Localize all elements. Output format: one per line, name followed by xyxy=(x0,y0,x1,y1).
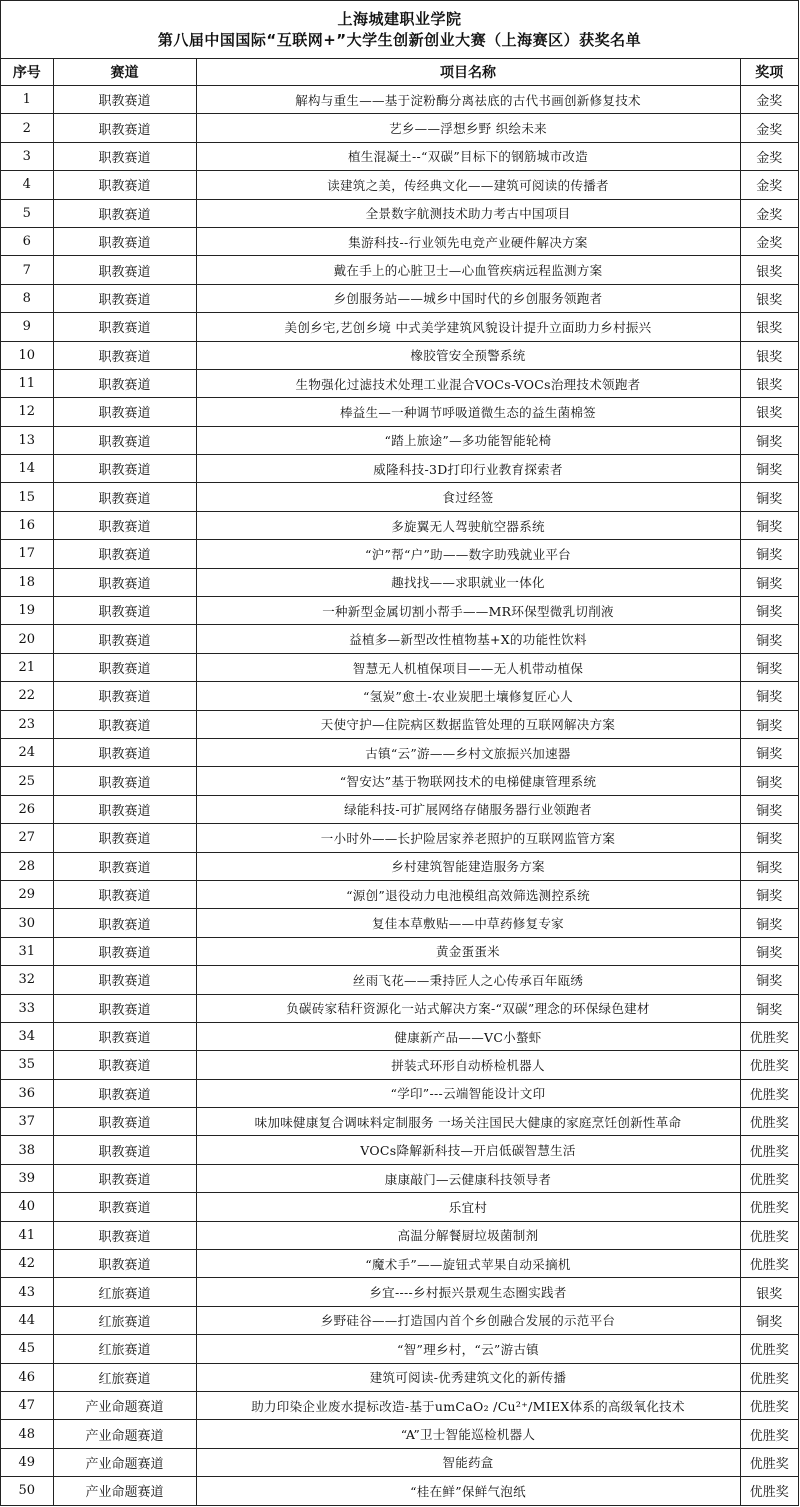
cell-track: 职教赛道 xyxy=(53,256,196,284)
table-row xyxy=(1,767,798,795)
cell-track: 职教赛道 xyxy=(53,852,196,880)
cell-project-name: 乡宜----乡村振兴景观生态圈实践者 xyxy=(196,1278,740,1306)
cell-project-name: 建筑可阅读-优秀建筑文化的新传播 xyxy=(196,1363,740,1391)
cell-track: 职教赛道 xyxy=(53,1051,196,1079)
cell-award: 铜奖 xyxy=(740,597,798,625)
cell-project-name: 味加味健康复合调味料定制服务 一场关注国民大健康的家庭烹饪创新性革命 xyxy=(196,1108,740,1136)
cell-track: 职教赛道 xyxy=(53,540,196,568)
table-row xyxy=(1,1193,798,1221)
cell-award: 银奖 xyxy=(740,284,798,312)
cell-project-name: 乡创服务站——城乡中国时代的乡创服务领跑者 xyxy=(196,284,740,312)
table-row xyxy=(1,142,798,170)
table-row xyxy=(1,1448,798,1476)
cell-award: 铜奖 xyxy=(740,682,798,710)
cell-award: 铜奖 xyxy=(740,653,798,681)
cell-number: 46 xyxy=(1,1363,53,1391)
table-row xyxy=(1,341,798,369)
cell-number: 18 xyxy=(1,568,53,596)
cell-award: 铜奖 xyxy=(740,511,798,539)
cell-award: 铜奖 xyxy=(740,625,798,653)
cell-track: 职教赛道 xyxy=(53,1221,196,1249)
cell-number: 12 xyxy=(1,398,53,426)
table-row xyxy=(1,1391,798,1419)
table-row xyxy=(1,966,798,994)
table-row xyxy=(1,483,798,511)
cell-project-name: 美创乡宅,艺创乡境 中式美学建筑风貌设计提升立面助力乡村振兴 xyxy=(196,313,740,341)
cell-number: 19 xyxy=(1,597,53,625)
cell-number: 16 xyxy=(1,511,53,539)
cell-number: 22 xyxy=(1,682,53,710)
cell-project-name: 黄金蛋蛋米 xyxy=(196,937,740,965)
cell-track: 职教赛道 xyxy=(53,483,196,511)
cell-number: 48 xyxy=(1,1420,53,1448)
table-row xyxy=(1,1108,798,1136)
table-body xyxy=(1,86,798,1505)
cell-project-name: 一小时外——长护险居家养老照护的互联网监管方案 xyxy=(196,824,740,852)
table-row xyxy=(1,199,798,227)
column-header-project-name: 项目名称 xyxy=(196,59,740,86)
table-row xyxy=(1,909,798,937)
table-row xyxy=(1,824,798,852)
cell-project-name: 乐宜村 xyxy=(196,1193,740,1221)
table-row xyxy=(1,1250,798,1278)
table-row xyxy=(1,710,798,738)
table-row xyxy=(1,284,798,312)
table-row xyxy=(1,653,798,681)
cell-number: 33 xyxy=(1,994,53,1022)
cell-track: 职教赛道 xyxy=(53,597,196,625)
cell-track: 职教赛道 xyxy=(53,227,196,255)
cell-award: 优胜奖 xyxy=(740,1136,798,1164)
cell-project-name: “智安达”基于物联网技术的电梯健康管理系统 xyxy=(196,767,740,795)
table-row xyxy=(1,369,798,397)
cell-track: 职教赛道 xyxy=(53,738,196,766)
cell-project-name: 集游科技--行业领先电竞产业硬件解决方案 xyxy=(196,227,740,255)
cell-project-name: 益植多—新型改性植物基+X的功能性饮料 xyxy=(196,625,740,653)
cell-award: 优胜奖 xyxy=(740,1363,798,1391)
cell-project-name: 威隆科技-3D打印行业教育探索者 xyxy=(196,455,740,483)
cell-track: 职教赛道 xyxy=(53,114,196,142)
cell-project-name: “智”理乡村，“云”游古镇 xyxy=(196,1335,740,1363)
cell-track: 红旅赛道 xyxy=(53,1306,196,1334)
cell-award: 金奖 xyxy=(740,171,798,199)
cell-number: 21 xyxy=(1,653,53,681)
cell-track: 职教赛道 xyxy=(53,625,196,653)
table-row xyxy=(1,625,798,653)
table-row xyxy=(1,880,798,908)
cell-award: 优胜奖 xyxy=(740,1448,798,1476)
table-row xyxy=(1,795,798,823)
cell-number: 37 xyxy=(1,1108,53,1136)
title-block xyxy=(1,1,798,59)
cell-number: 3 xyxy=(1,142,53,170)
table-row xyxy=(1,1477,798,1505)
table-row xyxy=(1,426,798,454)
cell-award: 银奖 xyxy=(740,1278,798,1306)
cell-award: 铜奖 xyxy=(740,909,798,937)
cell-project-name: 丝雨飞花——秉持匠人之心传承百年瓯绣 xyxy=(196,966,740,994)
cell-track: 职教赛道 xyxy=(53,1193,196,1221)
cell-project-name: “魔术手”——旋钮式苹果自动采摘机 xyxy=(196,1250,740,1278)
cell-track: 职教赛道 xyxy=(53,880,196,908)
cell-award: 金奖 xyxy=(740,227,798,255)
cell-project-name: 健康新产品——VC小螯虾 xyxy=(196,1022,740,1050)
cell-award: 铜奖 xyxy=(740,738,798,766)
cell-project-name: 助力印染企业废水提标改造-基于umCaO₂ /Cu²⁺/MIEX体系的高级氧化技术 xyxy=(196,1391,740,1419)
table-row xyxy=(1,540,798,568)
cell-award: 铜奖 xyxy=(740,795,798,823)
cell-award: 铜奖 xyxy=(740,426,798,454)
cell-number: 24 xyxy=(1,738,53,766)
cell-number: 7 xyxy=(1,256,53,284)
cell-award: 银奖 xyxy=(740,256,798,284)
cell-track: 产业命题赛道 xyxy=(53,1391,196,1419)
cell-project-name: 趣找找——求职就业一体化 xyxy=(196,568,740,596)
cell-project-name: 天使守护—住院病区数据监管处理的互联网解决方案 xyxy=(196,710,740,738)
cell-track: 职教赛道 xyxy=(53,1164,196,1192)
table-row xyxy=(1,1079,798,1107)
cell-track: 产业命题赛道 xyxy=(53,1420,196,1448)
cell-number: 39 xyxy=(1,1164,53,1192)
cell-number: 45 xyxy=(1,1335,53,1363)
table-row xyxy=(1,1221,798,1249)
cell-award: 铜奖 xyxy=(740,966,798,994)
cell-project-name: 拼装式环形自动桥检机器人 xyxy=(196,1051,740,1079)
cell-award: 铜奖 xyxy=(740,852,798,880)
table-row xyxy=(1,1420,798,1448)
cell-number: 44 xyxy=(1,1306,53,1334)
table-row xyxy=(1,398,798,426)
table-row xyxy=(1,994,798,1022)
table-row xyxy=(1,1278,798,1306)
cell-award: 优胜奖 xyxy=(740,1420,798,1448)
cell-number: 35 xyxy=(1,1051,53,1079)
table-row xyxy=(1,568,798,596)
cell-project-name: 解构与重生——基于淀粉酶分离祛底的古代书画创新修复技术 xyxy=(196,86,740,114)
cell-award: 铜奖 xyxy=(740,767,798,795)
cell-track: 职教赛道 xyxy=(53,1250,196,1278)
cell-award: 铜奖 xyxy=(740,937,798,965)
cell-award: 金奖 xyxy=(740,199,798,227)
cell-number: 1 xyxy=(1,86,53,114)
cell-award: 银奖 xyxy=(740,369,798,397)
cell-award: 优胜奖 xyxy=(740,1079,798,1107)
table-row xyxy=(1,171,798,199)
cell-project-name: 植生混凝土--“双碳”目标下的钢筋城市改造 xyxy=(196,142,740,170)
table-row xyxy=(1,227,798,255)
cell-track: 职教赛道 xyxy=(53,1079,196,1107)
cell-project-name: 戴在手上的心脏卫士—心血管疾病远程监测方案 xyxy=(196,256,740,284)
cell-project-name: “沪”帮“户”助——数字助残就业平台 xyxy=(196,540,740,568)
cell-track: 职教赛道 xyxy=(53,313,196,341)
cell-number: 4 xyxy=(1,171,53,199)
cell-track: 职教赛道 xyxy=(53,824,196,852)
cell-project-name: 乡野硅谷——打造国内首个乡创融合发展的示范平台 xyxy=(196,1306,740,1334)
cell-project-name: “桂在鲜”保鲜气泡纸 xyxy=(196,1477,740,1505)
table-row xyxy=(1,1363,798,1391)
cell-track: 职教赛道 xyxy=(53,767,196,795)
cell-track: 职教赛道 xyxy=(53,511,196,539)
cell-project-name: 多旋翼无人驾驶航空器系统 xyxy=(196,511,740,539)
cell-track: 职教赛道 xyxy=(53,682,196,710)
cell-track: 职教赛道 xyxy=(53,86,196,114)
cell-award: 铜奖 xyxy=(740,824,798,852)
cell-number: 47 xyxy=(1,1391,53,1419)
table-row xyxy=(1,86,798,114)
cell-number: 50 xyxy=(1,1477,53,1505)
cell-track: 职教赛道 xyxy=(53,341,196,369)
cell-award: 银奖 xyxy=(740,341,798,369)
cell-track: 职教赛道 xyxy=(53,398,196,426)
cell-number: 10 xyxy=(1,341,53,369)
cell-number: 25 xyxy=(1,767,53,795)
cell-project-name: 棒益生—一种调节呼吸道微生态的益生菌棉签 xyxy=(196,398,740,426)
cell-track: 职教赛道 xyxy=(53,284,196,312)
cell-project-name: “踏上旅途”—多功能智能轮椅 xyxy=(196,426,740,454)
cell-track: 职教赛道 xyxy=(53,455,196,483)
cell-project-name: 全景数字航测技术助力考古中国项目 xyxy=(196,199,740,227)
cell-number: 6 xyxy=(1,227,53,255)
cell-number: 43 xyxy=(1,1278,53,1306)
cell-number: 11 xyxy=(1,369,53,397)
cell-award: 铜奖 xyxy=(740,455,798,483)
cell-project-name: 读建筑之美，传经典文化——建筑可阅读的传播者 xyxy=(196,171,740,199)
cell-number: 34 xyxy=(1,1022,53,1050)
table-row xyxy=(1,511,798,539)
cell-number: 30 xyxy=(1,909,53,937)
cell-project-name: 食过经签 xyxy=(196,483,740,511)
cell-award: 铜奖 xyxy=(740,710,798,738)
cell-award: 优胜奖 xyxy=(740,1108,798,1136)
table-row xyxy=(1,1164,798,1192)
cell-track: 职教赛道 xyxy=(53,795,196,823)
cell-project-name: VOCs降解新科技—开启低碳智慧生活 xyxy=(196,1136,740,1164)
cell-track: 红旅赛道 xyxy=(53,1278,196,1306)
cell-award: 金奖 xyxy=(740,86,798,114)
cell-project-name: 乡村建筑智能建造服务方案 xyxy=(196,852,740,880)
table-row xyxy=(1,313,798,341)
cell-award: 优胜奖 xyxy=(740,1164,798,1192)
cell-number: 36 xyxy=(1,1079,53,1107)
column-header-award: 奖项 xyxy=(740,59,798,86)
table-row xyxy=(1,597,798,625)
cell-project-name: 负碳砖家秸秆资源化一站式解决方案-“双碳”理念的环保绿色建材 xyxy=(196,994,740,1022)
cell-award: 优胜奖 xyxy=(740,1391,798,1419)
cell-number: 31 xyxy=(1,937,53,965)
cell-number: 49 xyxy=(1,1448,53,1476)
cell-number: 13 xyxy=(1,426,53,454)
table-row xyxy=(1,1051,798,1079)
cell-award: 银奖 xyxy=(740,313,798,341)
cell-number: 15 xyxy=(1,483,53,511)
cell-award: 铜奖 xyxy=(740,483,798,511)
cell-track: 职教赛道 xyxy=(53,909,196,937)
cell-number: 2 xyxy=(1,114,53,142)
cell-award: 优胜奖 xyxy=(749,1485,789,1501)
cell-track: 职教赛道 xyxy=(53,142,196,170)
school-title: 上海城建职业学院 xyxy=(337,9,462,28)
cell-number: 23 xyxy=(1,710,53,738)
cell-number: 14 xyxy=(1,455,53,483)
table-row xyxy=(1,1022,798,1050)
competition-title: 第八届中国国际“互联网+”大学生创新创业大赛（上海赛区）获奖名单 xyxy=(157,30,642,49)
cell-project-name: 一种新型金属切割小帮手——MR环保型微乳切削液 xyxy=(196,597,740,625)
cell-project-name: “氢炭”愈土-农业炭肥土壤修复匠心人 xyxy=(196,682,740,710)
cell-track: 职教赛道 xyxy=(53,994,196,1022)
cell-project-name: 智慧无人机植保项目——无人机带动植保 xyxy=(196,653,740,681)
cell-project-name: 高温分解餐厨垃圾菌制剂 xyxy=(196,1221,740,1249)
cell-number: 9 xyxy=(1,313,53,341)
cell-number: 40 xyxy=(1,1193,53,1221)
table-row xyxy=(1,455,798,483)
cell-track: 职教赛道 xyxy=(53,1136,196,1164)
cell-number: 27 xyxy=(1,824,53,852)
header-row xyxy=(1,59,798,86)
cell-track: 职教赛道 xyxy=(53,369,196,397)
cell-award: 铜奖 xyxy=(740,540,798,568)
cell-award: 金奖 xyxy=(740,114,798,142)
cell-track: 红旅赛道 xyxy=(53,1335,196,1363)
cell-track: 产业命题赛道 xyxy=(53,1448,196,1476)
award-table xyxy=(1,59,798,1505)
cell-number: 32 xyxy=(1,966,53,994)
cell-award: 优胜奖 xyxy=(740,1250,798,1278)
cell-track: 职教赛道 xyxy=(53,199,196,227)
table-row xyxy=(1,852,798,880)
cell-project-name: 复佳本草敷贴——中草药修复专家 xyxy=(196,909,740,937)
cell-award: 优胜奖 xyxy=(740,1022,798,1050)
cell-number: 20 xyxy=(1,625,53,653)
cell-track: 职教赛道 xyxy=(53,1022,196,1050)
cell-track: 职教赛道 xyxy=(53,710,196,738)
cell-project-name: “学印”---云端智能设计文印 xyxy=(196,1079,740,1107)
cell-number: 42 xyxy=(1,1250,53,1278)
cell-award: 优胜奖 xyxy=(740,1193,798,1221)
cell-project-name: “源创”退役动力电池模组高效筛选测控系统 xyxy=(196,880,740,908)
cell-award: 优胜奖 xyxy=(740,1335,798,1363)
column-header-number: 序号 xyxy=(1,59,53,86)
cell-track: 产业命题赛道 xyxy=(53,1477,196,1505)
table-row xyxy=(1,937,798,965)
cell-number: 29 xyxy=(1,880,53,908)
cell-number: 41 xyxy=(1,1221,53,1249)
cell-award: 优胜奖 xyxy=(740,1051,798,1079)
table-row xyxy=(1,1136,798,1164)
cell-project-name: 艺乡——浮想乡野 织绘未来 xyxy=(196,114,740,142)
cell-award: 铜奖 xyxy=(740,1306,798,1334)
cell-track: 红旅赛道 xyxy=(53,1363,196,1391)
cell-number: 5 xyxy=(1,199,53,227)
table-row xyxy=(1,256,798,284)
cell-track: 职教赛道 xyxy=(53,937,196,965)
cell-number: 17 xyxy=(1,540,53,568)
table-row xyxy=(1,738,798,766)
cell-project-name: 康康敲门—云健康科技领导者 xyxy=(196,1164,740,1192)
column-header-track: 赛道 xyxy=(53,59,196,86)
cell-project-name: 橡胶管安全预警系统 xyxy=(196,341,740,369)
table-row xyxy=(1,1306,798,1334)
cell-project-name: 生物强化过滤技术处理工业混合VOCs-VOCs治理技术领跑者 xyxy=(196,369,740,397)
cell-project-name: 智能药盒 xyxy=(196,1448,740,1476)
cell-award: 铜奖 xyxy=(740,994,798,1022)
cell-number: 26 xyxy=(1,795,53,823)
cell-track: 职教赛道 xyxy=(53,568,196,596)
cell-award: 铜奖 xyxy=(740,568,798,596)
cell-project-name: 古镇“云”游——乡村文旅振兴加速器 xyxy=(196,738,740,766)
cell-project-name: 绿能科技-可扩展网络存储服务器行业领跑者 xyxy=(196,795,740,823)
cell-award: 金奖 xyxy=(740,142,798,170)
cell-number: 28 xyxy=(1,852,53,880)
table-row xyxy=(1,682,798,710)
cell-award: 铜奖 xyxy=(740,880,798,908)
cell-track: 职教赛道 xyxy=(53,966,196,994)
table-row xyxy=(1,114,798,142)
cell-track: 职教赛道 xyxy=(53,1108,196,1136)
cell-number: 8 xyxy=(1,284,53,312)
cell-award: 银奖 xyxy=(740,398,798,426)
cell-track: 职教赛道 xyxy=(53,426,196,454)
cell-project-name: “A”卫士智能巡检机器人 xyxy=(196,1420,740,1448)
cell-track: 职教赛道 xyxy=(53,171,196,199)
cell-award: 优胜奖 xyxy=(740,1221,798,1249)
table-row xyxy=(1,1335,798,1363)
cell-track: 职教赛道 xyxy=(53,653,196,681)
cell-number: 38 xyxy=(1,1136,53,1164)
